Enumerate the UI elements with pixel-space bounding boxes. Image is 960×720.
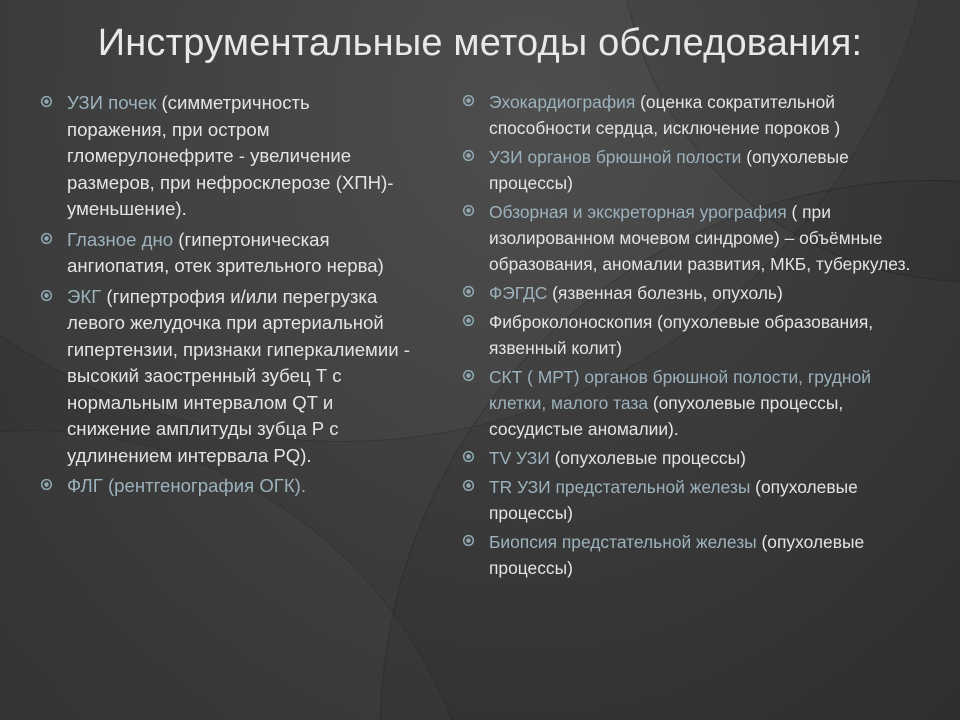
bullet-icon <box>462 94 475 107</box>
item-description: (язвенная болезнь, опухоль) <box>547 283 783 303</box>
bullet-icon <box>462 369 475 382</box>
item-term: Глазное дно <box>67 228 174 250</box>
item-description: (гипертрофия и/или перегрузка левого желудочка при артериальной гипертензии, признаки гиперкалиемии - высокий заостренный зубец Т с нормальным интервалом QT и снижение амплитуды зубца Р с удлинением интервала PQ). <box>67 285 410 466</box>
list-item <box>462 364 927 442</box>
item-description: (симметричность поражения, при остром гломерулонефрите - увеличение размеров, при нефросклерозе (ХПН)- уменьшение). <box>67 92 394 219</box>
bullet-icon <box>462 149 475 162</box>
list-item <box>462 89 927 141</box>
item-term: TV УЗИ <box>489 448 550 468</box>
list-item <box>462 280 927 306</box>
list-item <box>462 445 927 471</box>
item-term: ФЭГДС <box>489 283 548 303</box>
item-term: УЗИ органов брюшной полости <box>489 147 742 167</box>
list-item <box>40 227 410 280</box>
bullet-icon <box>462 450 475 463</box>
item-term: TR УЗИ предстательной железы <box>489 477 751 497</box>
right-column-list <box>462 89 927 584</box>
list-item <box>40 284 410 470</box>
item-description: (опухолевые процессы) <box>489 147 849 193</box>
item-term: Эхокардиография <box>489 92 636 112</box>
item-description: (опухолевые процессы) <box>489 532 865 578</box>
bullet-icon <box>40 478 53 491</box>
item-description: ( при изолированном мочевом синдроме) – объёмные образования, аномалии развития, МКБ, туберкулез. <box>489 202 911 274</box>
bullet-icon <box>462 534 475 547</box>
item-description: (гипертоническая ангиопатия, отек зрительного нерва) <box>67 228 384 276</box>
list-item <box>462 529 927 581</box>
item-term: СКТ ( МРТ) органов брюшной полости, грудной клетки, малого таза <box>489 367 871 413</box>
bullet-icon <box>462 285 475 298</box>
item-term: ЭКГ <box>67 285 102 307</box>
list-item <box>462 474 927 526</box>
item-description: (опухолевые процессы) <box>489 477 858 523</box>
item-description: (опухолевые процессы) <box>549 448 746 468</box>
bullet-icon <box>40 232 53 245</box>
bullet-icon <box>462 314 475 327</box>
item-term: УЗИ почек <box>67 92 157 113</box>
list-item <box>462 199 927 277</box>
item-description: (оценка сократительной способности сердца, исключение пороков ) <box>489 92 841 138</box>
bullet-icon <box>462 479 475 492</box>
list-item <box>462 144 927 196</box>
item-term: Обзорная и экскреторная урография <box>489 202 787 222</box>
list-item <box>462 309 927 361</box>
item-term: Биопсия предстательной железы <box>489 532 757 552</box>
item-description: (опухолевые процессы, сосудистые аномалии). <box>489 393 844 439</box>
item-description: Фиброколоноскопия (опухолевые образования, язвенный колит) <box>489 312 874 358</box>
list-item <box>40 473 410 500</box>
left-column-list <box>40 90 410 504</box>
bullet-icon <box>40 289 53 302</box>
bullet-icon <box>462 204 475 217</box>
slide-title: Инструментальные методы обследования: <box>97 22 863 64</box>
list-item <box>40 90 410 223</box>
item-term: ФЛГ (рентгенография ОГК). <box>67 475 307 496</box>
bullet-icon <box>40 95 53 108</box>
